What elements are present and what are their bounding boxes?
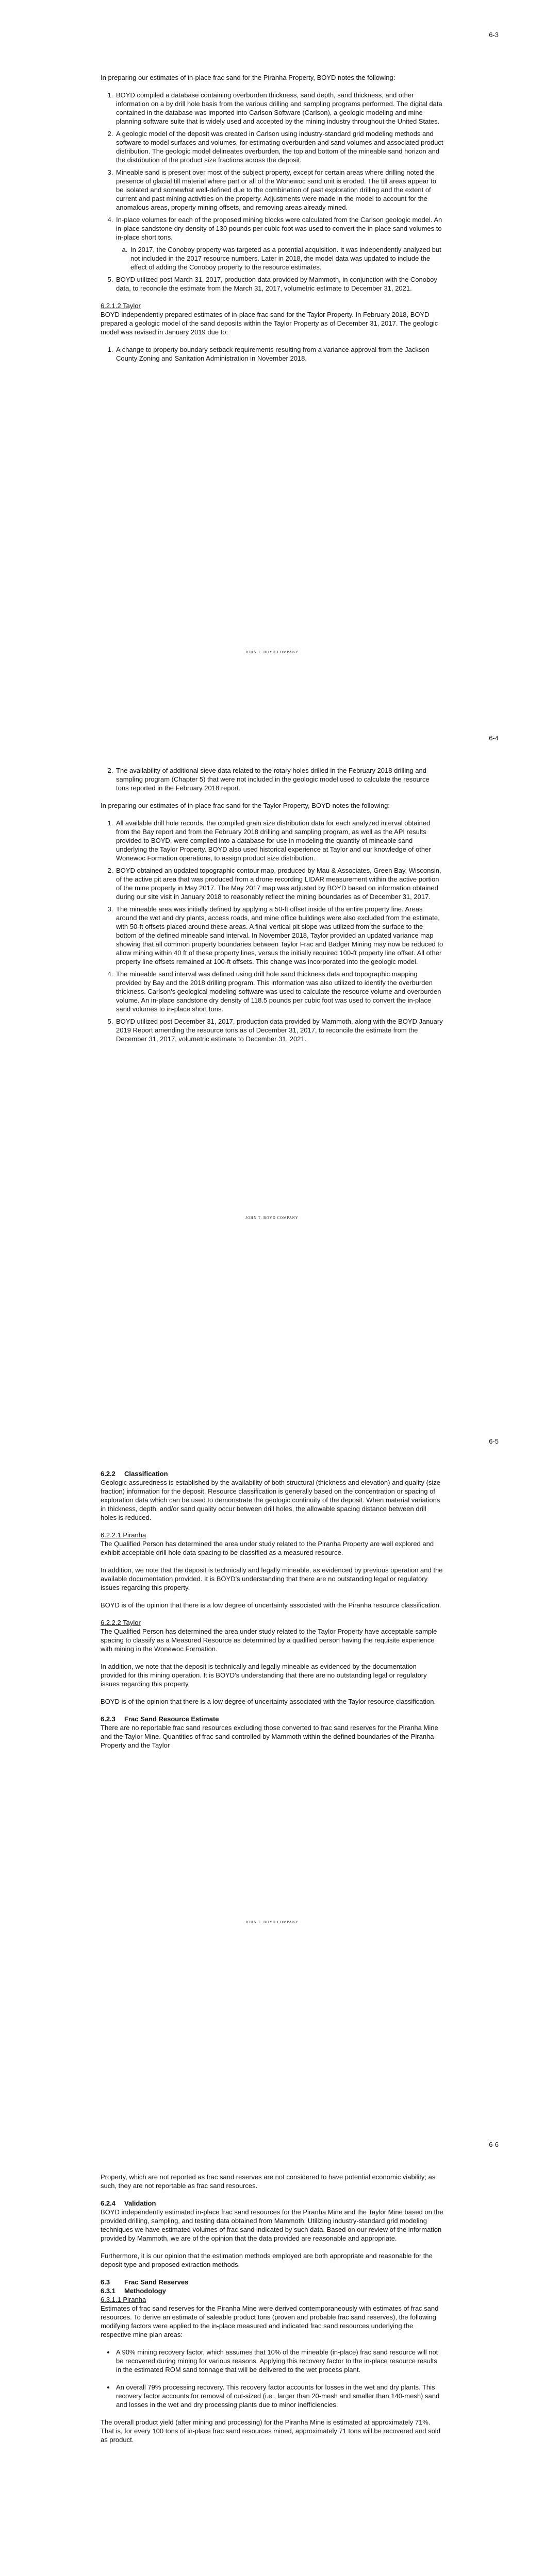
paragraph: Geologic assuredness is established by the availability of both structural (thickness and elevation) and quality (size fraction) information for the deposit. Resource classification is generally based on the concentration or spacing of exploration data which can be used to demonstrate the geologic continuity of the deposit. When material variations in thickness, depth, and/or sand quality occur between drill holes, the allowable spacing distance between drill holes is reduced. [101,1479,441,1521]
page-body [101,73,443,371]
paragraph: Estimates of frac sand reserves for the Piranha Mine were derived contemporaneously with estimates of frac sand resources. To derive an estimate of saleable product tons (proven and probable frac sand reserves), the following modifying factors were applied to the in-place measured and indicated frac sand resources underlying the respective mine plan areas: [101,2304,439,2338]
section-heading-methodology: 6.3.1 Methodology [101,2287,166,2295]
page-number: 6-4 [489,734,499,742]
list-item-text: In-place volumes for each of the proposed mining blocks were calculated from the Carlson geologic model. An in-place sandstone dry density of 130 pounds per cubic foot was used to convert the in-place sand volumes to in-place short tons. [116,216,442,241]
intro-paragraph: In preparing our estimates of in-place frac sand for the Piranha Property, BOYD notes the following: [101,74,395,81]
footer: JOHN T. BOYD COMPANY [245,1216,299,1220]
intro-paragraph: In preparing our estimates of in-place frac sand for the Taylor Property, BOYD notes the following: [101,802,390,809]
list-item: 4. The mineable sand interval was defined using drill hole sand thickness data and topographic mapping provided by Bay and the 2018 drilling program. This information was also utilized to identify the overburden thickness. Carlson's geological modeling software was used to calculate the resource volume and overburden volume. An in-place sandstone dry density of 118.5 pounds per cubic foot was used to convert the in-place sand volumes to in-place short tons. [115,970,443,1013]
sub-list-item: a. In 2017, the Conoboy property was targeted as a potential acquisition. It was independently analyzed but not included in the 2017 resource numbers. Later in 2018, the model data was updated to include the effect of adding the Conoboy property to the resource estimates. [129,245,443,272]
paragraph: BOYD independently prepared estimates of in-place frac sand for the Taylor Property. In February 2018, BOYD prepared a geologic model of the sand deposits within the Taylor Property as of December 31, 2017. The geologic model was revised in January 2019 due to: [101,311,438,336]
paragraph: There are no reportable frac sand resources excluding those converted to frac sand reserves for the Piranha Mine and the Taylor Mine. Quantities of frac sand controlled by Mammoth within the defined boundaries of the Piranha Property and the Taylor [101,1724,438,1749]
list-item: 1. A change to property boundary setback requirements resulting from a variance approval from the Jackson County Zoning and Sanitation Administration in November 2018. [115,345,443,363]
list-item: 2. A geologic model of the deposit was created in Carlson using industry-standard grid modeling methods and software to model surfaces and volumes, for estimating overburden and sand volumes and associated product distribution. The geologic model delineates overburden, the top and bottom of the mineable sand horizon and the distribution of the product size fractions across the deposit. [115,129,443,164]
page-6-4 [0,703,544,1406]
list-item: 5. BOYD utilized post December 31, 2017, production data provided by Mammoth, along with the BOYD January 2019 Report amending the resource tons as of December 31, 2017, to reconcile the estimate from the December 31, 2017, volumetric estimate to December 31, 2021. [115,1017,443,1043]
paragraph: The Qualified Person has determined the area under study related to the Taylor Property have acceptable sample spacing to classify as a Measured Resource as determined by a qualified person having the requisite experience with mining in the Wonewoc Formation. [101,1628,437,1653]
section-heading-frac-sand-reserves: 6.3 Frac Sand Reserves [101,2278,189,2286]
bullet-item: • A 90% mining recovery factor, which assumes that 10% of the mineable (in-place) frac sand resource will not be recovered during mining for various reasons. Applying this recovery factor to the in-place resource results in the estimated ROM sand tonnage that will be delivered to the wet process plant. [115,2348,443,2374]
section-heading-taylor: 6.2.1.2 Taylor [101,302,141,310]
subsection-heading-piranha: 6.3.1.1 Piranha [101,2296,146,2303]
numbered-list [101,766,443,792]
page-body [101,766,443,1052]
numbered-list [101,91,443,293]
numbered-list [101,345,443,363]
list-item: 2. BOYD obtained an updated topographic contour map, produced by Mau & Associates, Green Bay, Wisconsin, of the active pit area that was produced from a drone recording LIDAR measurement within the active portion of the mine property in May 2017. The May 2017 map was adjusted by BOYD based on information obtained during our site visit in January 2018 to reasonably reflect the mining boundaries as of December 31, 2017. [115,866,443,901]
list-item: 1. All available drill hole records, the compiled grain size distribution data for each analyzed interval obtained from the Bay report and from the February 2018 drilling and sampling program, as well as the API results provided to BOYD, were compiled into a database for use in modeling the quantity of mineable sand underlying the Taylor Property. BOYD also used historical experience at Taylor and our knowledge of other Wonewoc Formation operations, to assign product size distribution. [115,819,443,862]
list-item: 3. Mineable sand is present over most of the subject property, except for certain areas where drilling noted the presence of glacial till material where part or all of the Wonewoc sand unit is eroded. The till areas appear to be isolated and somewhat well-defined due to the combination of past exploration drilling and the extent of current and past mining activities on the property. Adjustments were made in the model to account for the anomalous areas, property mining offsets, and removing areas already mined. [115,168,443,212]
list-item [115,215,443,272]
paragraph: BOYD independently estimated in-place frac sand resources for the Piranha Mine and the Taylor Mine based on the provided drilling, sampling, and testing data obtained from Mammoth. Utilizing industry-standard grid modeling techniques we have estimated volumes of frac sand indicated by such data. Based on our review of the information provided by Mammoth, we are of the opinion that the data provided are reasonable and appropriate. [101,2208,443,2242]
list-item: 3. The mineable area was initially defined by applying a 50-ft offset inside of the entire property line. Areas around the wet and dry plants, access roads, and mine office buildings were also excluded from the estimate, with 50-ft offsets placed around these areas. A final vertical pit slope was utilized from the surface to the bottom of the defined mineable sand interval. In November 2018, Taylor provided an updated variance map showing that all common property boundaries between Taylor Frac and Badger Mining may now be reduced to allow mining within 40 ft of these property lines, versus the initially required 100-ft property line offset. All other property line offsets remained at 100-ft offsets. This change was incorporated into the geologic model. [115,905,443,966]
page-number: 6-3 [489,31,499,39]
list-item: 2. The availability of additional sieve data related to the rotary holes drilled in the February 2018 drilling and sampling program (Chapter 5) that were not included in the geologic model used to calculate the resource tons reported in the February 2018 report. [115,766,443,792]
paragraph: Property, which are not reported as frac sand reserves are not considered to have potential economic viability; as such, they are not reportable as frac sand resources. [101,2173,436,2190]
bullet-list [101,2348,443,2409]
page-6-5 [0,1406,544,2110]
page-body [101,2173,443,2453]
paragraph: In addition, we note that the deposit is technically and legally mineable as evidenced by the documentation provided for this mining operation. It is BOYD's understanding that there are no outstanding legal or regulatory issues regarding this property. [101,1663,427,1688]
sub-list [116,245,443,272]
paragraph: BOYD is of the opinion that there is a low degree of uncertainty associated with the Taylor resource classification. [101,1698,436,1705]
section-heading-resource-estimate: 6.2.3 Frac Sand Resource Estimate [101,1715,219,1723]
page-body [101,1469,443,1758]
section-heading-classification: 6.2.2 Classification [101,1470,168,1478]
paragraph: BOYD is of the opinion that there is a low degree of uncertainty associated with the Piranha resource classification. [101,1601,441,1609]
footer: JOHN T. BOYD COMPANY [245,1920,299,1924]
footer: JOHN T. BOYD COMPANY [245,650,299,654]
paragraph: Furthermore, it is our opinion that the estimation methods employed are both appropriate and reasonable for the deposit type and proposed extraction methods. [101,2252,433,2268]
subsection-heading-taylor: 6.2.2.2 Taylor [101,1619,141,1626]
list-item: 5. BOYD utilized post March 31, 2017, production data provided by Mammoth, in conjunction with the Conoboy data, to reconcile the estimate from the March 31, 2017, volumetric estimate to December 31, 2021. [115,275,443,293]
paragraph: The Qualified Person has determined the area under study related to the Piranha Property are well explored and exhibit acceptable drill hole data spacing to be classified as a measured resource. [101,1540,434,1556]
page-6-6 [0,2110,544,2576]
list-item: 1. BOYD compiled a database containing overburden thickness, sand depth, sand thickness, and other information on a by drill hole basis from the various drilling and sampling programs performed. The digital data contained in the database was imported into Carlson Software (Carlson), a geologic modeling and mine planning software suite that is widely used and accepted by the mining industry throughout the United States. [115,91,443,126]
page-6-3 [0,0,544,703]
section-heading-validation: 6.2.4 Validation [101,2199,156,2207]
bullet-item: • An overall 79% processing recovery. This recovery factor accounts for losses in the wet and dry plants. This recovery factor accounts for removal of out-sized (i.e., larger than 20-mesh and smaller than 140-mesh) sand and losses in the wet and dry processing plants due to minor inefficiencies. [115,2383,443,2409]
paragraph: In addition, we note that the deposit is technically and legally mineable, as evidenced by previous operation and the available documentation provided. It is BOYD's understanding that there are no outstanding legal or regulatory issues regarding this property. [101,1566,443,1591]
page-number: 6-6 [489,2141,499,2148]
paragraph: The overall product yield (after mining and processing) for the Piranha Mine is estimated at approximately 71%. That is, for every 100 tons of in-place frac sand resources mined, approximately 71 tons will be recovered and sold as product. [101,2418,441,2444]
numbered-list [101,819,443,1043]
page-number: 6-5 [489,1437,499,1445]
subsection-heading-piranha: 6.2.2.1 Piranha [101,1531,146,1539]
